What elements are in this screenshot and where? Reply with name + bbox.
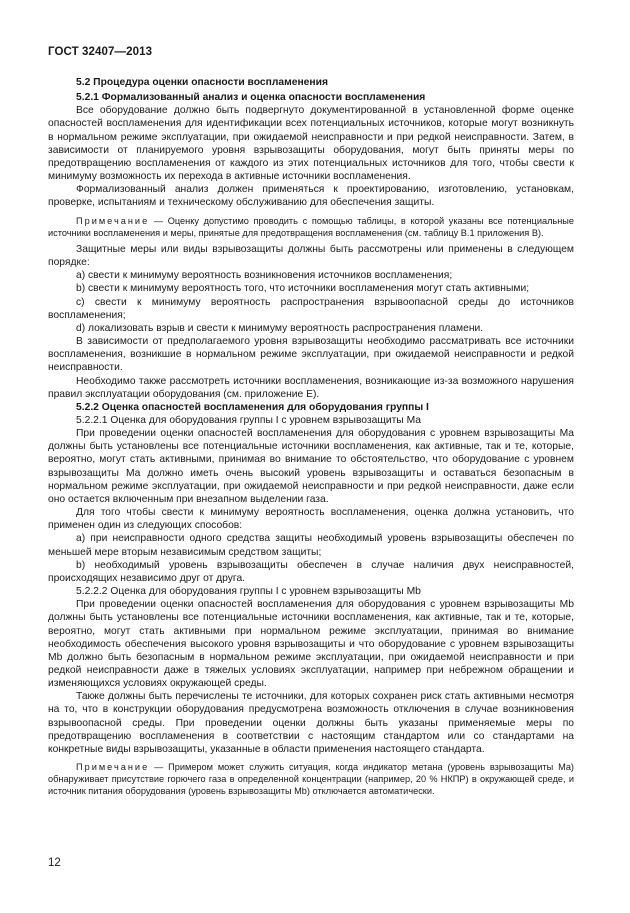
body-paragraph: Для того чтобы свести к минимуму вероятность воспламенения, оценка должна установить, что применен один из следующих способов: — [48, 507, 574, 532]
note-paragraph — [48, 215, 574, 239]
section-heading: 5.2 Процедура оценки опасности воспламенения — [76, 77, 328, 88]
subsection-heading: 5.2.1 Формализованный анализ и оценка опасности воспламенения — [76, 92, 426, 104]
list-item: b) необходимый уровень взрывозащиты обеспечен в случае наличия двух неисправностей, происходящих независимо друг от друга. — [48, 559, 574, 584]
body-paragraph: В зависимости от предполагаемого уровня взрывозащиты необходимо рассматривать все источники воспламенения, возникшие в нормальном режиме эксплуатации, при ожидаемой неисправности и редкой неисправности. — [48, 336, 574, 374]
list-item: a) свести к минимуму вероятность возникновения источников воспламенения; — [76, 270, 453, 282]
note-paragraph — [48, 761, 574, 798]
body-paragraph: При проведении оценки опасностей воспламенения для оборудования с уровнем взрывозащиты Mb должны быть установлены все потенциальные источники воспламенения, как активные, так и те, которые, вероятно, могут стать активными при нормальном режиме эксплуатации, принимая во внимание необходимость обеспечения высокого уровня взрывозащиты и что оборудование с уровнем взрывозащиты Mb должно быть безопасным в нормальном режиме эксплуатации, при ожидаемой неисправности и при редкой неисправности даже в тяжелых условиях эксплуатации, например при небрежном обращении и изменяющихся условиях окружающей среды. — [48, 599, 574, 690]
note-label: Примечание — [76, 215, 150, 226]
list-item: c) свести к минимуму вероятность распространения взрывоопасной среды до источников воспламенения; — [48, 296, 574, 321]
body-paragraph: Защитные меры или виды взрывозащиты должны быть рассмотрены или применены в следующем порядке: — [48, 243, 574, 269]
list-item: d) локализовать взрыв и свести к минимуму вероятность распространения пламени. — [76, 322, 484, 334]
body-paragraph: Также должны быть перечислены те источники, для которых сохранен риск стать активными несмотря на то, что в конструкции оборудования предусмотрена возможность отключения в случае возникновения взрывоопасной среды. При проведении оценки должны быть указаны применяемые меры по предотвращению воспламенения в соответствии с настоящим стандартом или со стандартами на конкретные виды взрывозащиты, указанные в области применения настоящего стандарта. — [48, 691, 574, 755]
clause-heading: 5.2.2.1 Оценка для оборудования группы I с уровнем взрывозащиты Ма — [76, 415, 421, 426]
page-number: 12 — [48, 857, 61, 869]
body-paragraph: Необходимо также рассмотреть источники воспламенения, возникающие из-за возможного нарушения правил эксплуатации оборудования (см. приложение Е). — [48, 375, 574, 400]
note-label: Примечание — [76, 762, 150, 773]
document-body — [48, 76, 574, 802]
subsection-heading: 5.2.2 Оценка опасностей воспламенения для оборудования группы I — [76, 401, 429, 413]
body-paragraph: Формализованный анализ должен применяться к проектированию, изготовлению, установкам, проверке, испытаниям и техническому обслуживанию для обеспечения защиты. — [48, 184, 574, 209]
note-text: — Оценку допустимо проводить с помощью таблицы, в которой указаны все потенциальные источники воспламенения и меры, принятые для предотвращения воспламенения (см. таблицу В.1 приложения В). — [48, 215, 574, 238]
body-paragraph: При проведении оценки опасностей воспламенения для оборудования с уровнем взрывозащиты Ма должны быть установлены все потенциальные источники воспламенения, как активные, так и те, которые, вероятно, могут стать активными, принимая во внимание то обстоятельство, что оборудование с уровнем взрывозащиты Ма должно иметь очень высокий уровень взрывозащиты и оставаться безопасным в нормальном режиме эксплуатации, при ожидаемой неисправности и при редкой неисправности, даже если оно остается включенным при внезапном выделении газа. — [48, 428, 574, 505]
list-item: b) свести к минимуму вероятность того, что источники воспламенения могут стать активными; — [76, 283, 530, 295]
standard-code-header: ГОСТ 32407—2013 — [48, 46, 153, 58]
clause-heading: 5.2.2.2 Оценка для оборудования группы I с уровнем взрывозащиты Mb — [76, 586, 421, 598]
body-paragraph: Все оборудование должно быть подвергнуто документированной в установленной форме оценке опасностей воспламенения для идентификации всех потенциальных источников, которые могут возникнуть в нормальном режиме эксплуатации, при ожидаемой неисправности и при редкой неисправности. Затем, в зависимости от планируемого уровня взрывозащиты оборудования, могут быть приняты меры по предотвращению воспламенения от каждого из этих потенциальных источников для того, чтобы свести к минимуму возможность их перехода в активные источники воспламенения. — [48, 105, 574, 183]
list-item: a) при неисправности одного средства защиты необходимый уровень взрывозащиты обеспечен по меньшей мере вторым независимым средством защиты; — [48, 533, 574, 558]
note-text: — Примером может служить ситуация, когда индикатор метана (уровень взрывозащиты Ма) обнаруживает присутствие горючего газа в определенной концентрации (например, 20 % НКПР) в окружающей среде, и источник питания оборудования (уровень взрывозащиты Mb) отключается автоматически. — [48, 762, 574, 797]
